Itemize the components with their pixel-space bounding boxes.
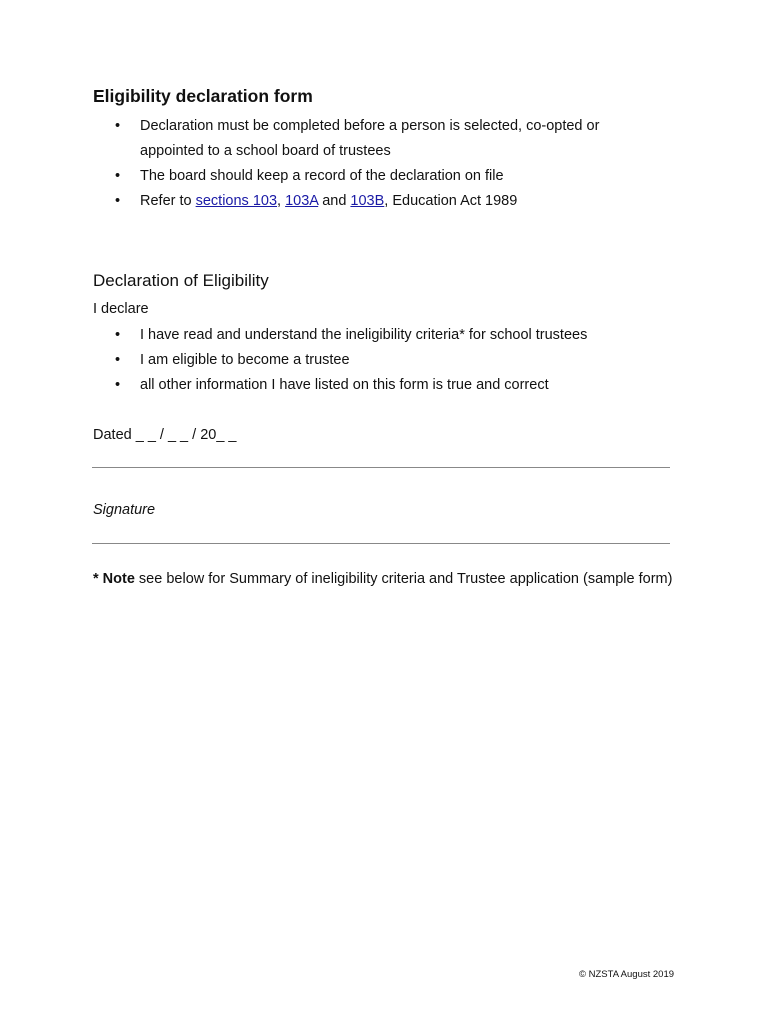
form-title: Eligibility declaration form [93, 86, 313, 106]
signature-line[interactable] [92, 543, 670, 544]
bullet-text: The board should keep a record of the declaration on file [140, 168, 504, 184]
bullet-text: all other information I have listed on this form is true and correct [140, 377, 549, 393]
note-paragraph [93, 570, 683, 588]
list-item [93, 189, 660, 214]
dated-field[interactable]: Dated _ _ / _ _ / 20_ _ [93, 427, 237, 443]
footer-copyright: © NZSTA August 2019 [579, 969, 675, 980]
note-text: see below for Summary of ineligibility criteria and Trustee application (sample form) [134, 571, 673, 587]
bullet-icon: • [115, 168, 121, 184]
date-divider-line [92, 467, 670, 468]
list-item [93, 348, 660, 373]
bullet-icon: • [115, 352, 121, 368]
list-item [93, 164, 660, 189]
refer-separator: and [318, 193, 351, 209]
refer-prefix: Refer to [140, 193, 196, 209]
refer-suffix: , Education Act 1989 [384, 193, 518, 209]
refer-separator: , [277, 193, 286, 209]
link-sections-103[interactable]: sections 103 [195, 193, 278, 209]
declaration-bullet-list [93, 323, 660, 398]
declaration-intro: I declare [93, 301, 149, 317]
list-item [93, 373, 660, 398]
link-103a[interactable]: 103A [285, 193, 319, 209]
signature-label: Signature [93, 502, 156, 518]
declaration-heading: Declaration of Eligibility [93, 271, 269, 290]
link-103b[interactable]: 103B [350, 193, 385, 209]
intro-bullet-list [93, 114, 660, 214]
list-item [93, 323, 660, 348]
note-label: * Note [93, 571, 135, 587]
bullet-text: I am eligible to become a trustee [140, 352, 350, 368]
list-item [93, 114, 660, 164]
bullet-icon: • [115, 193, 121, 209]
bullet-text: Declaration must be completed before a person is selected, co-opted or appointed to a school board of trustees [140, 118, 600, 159]
bullet-icon: • [115, 377, 121, 393]
bullet-icon: • [115, 327, 121, 343]
bullet-icon: • [115, 118, 121, 134]
bullet-text: I have read and understand the ineligibility criteria* for school trustees [140, 327, 588, 343]
